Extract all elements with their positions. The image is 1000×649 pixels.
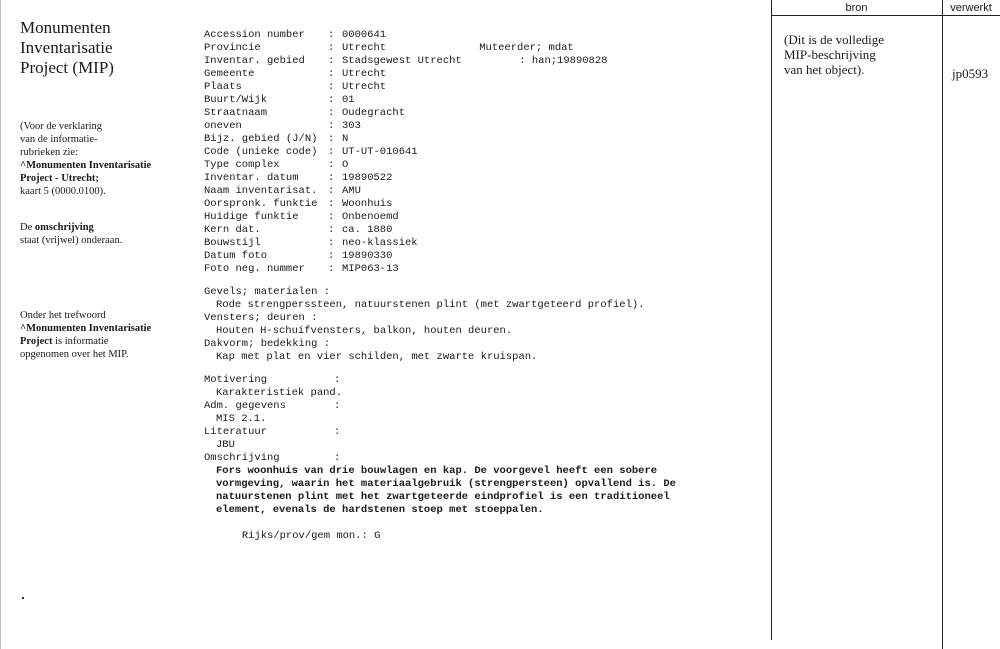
- section-colon: :: [334, 374, 341, 386]
- omschrijving-line: vormgeving, waarin het materiaalgebruik (strengpersteen) opvallend is. De: [216, 478, 676, 490]
- field-label: Inventar. gebied: [204, 55, 305, 67]
- note-line-bold: Project - Utrecht;: [20, 173, 99, 184]
- field-label: Provincie: [204, 42, 261, 54]
- field-sep: :: [328, 68, 335, 80]
- field-sep: :: [328, 55, 335, 67]
- field-row: [204, 211, 764, 224]
- section-label-gevels: Gevels; materialen :: [204, 286, 331, 298]
- note-trefwoord: [20, 309, 180, 361]
- field-label: Inventar. datum: [204, 172, 299, 184]
- bron-header: bron: [845, 2, 868, 14]
- note-line: Onder het trefwoord: [20, 310, 106, 321]
- field-row: [204, 198, 764, 211]
- field-sep: :: [328, 263, 335, 275]
- field-label: Plaats: [204, 81, 242, 93]
- section-text-dakvorm: Kap met plat en vier schilden, met zwarte kruispan.: [216, 351, 538, 363]
- field-value: O: [342, 159, 349, 171]
- field-value: MIP063-13: [342, 263, 399, 275]
- field-row: [204, 94, 764, 107]
- field-row: [204, 237, 764, 250]
- mutator-sep: :: [519, 55, 526, 67]
- note-line: van de informatie-: [20, 134, 98, 145]
- rijks-label: Rijks/prov/gem mon.:: [241, 530, 368, 542]
- speck-mark: [22, 597, 24, 599]
- sidebar: [20, 18, 180, 361]
- field-label: Kern dat.: [204, 224, 261, 236]
- section-label: Omschrijving: [204, 452, 280, 464]
- section-label: Adm. gegevens: [204, 400, 286, 412]
- field-row: [204, 185, 764, 198]
- note-text: De: [20, 222, 35, 233]
- field-label: Bijz. gebied (J/N): [204, 133, 318, 145]
- mutator-value: han;19890828: [531, 55, 608, 67]
- field-value: Woonhuis: [342, 198, 393, 210]
- field-row: [204, 120, 764, 133]
- mutator-line: [454, 29, 607, 81]
- note-line: staat (vrijwel) onderaan.: [20, 235, 123, 246]
- section-label: Motivering: [204, 374, 268, 386]
- field-sep: :: [328, 224, 335, 236]
- field-value: Oudegracht: [342, 107, 406, 119]
- field-label: oneven: [204, 120, 242, 132]
- section-label-motivering: [204, 374, 764, 387]
- bron-line: (Dit is de volledige: [784, 32, 885, 47]
- field-label: Naam inventarisat.: [204, 185, 318, 197]
- field-label: Bouwstijl: [204, 237, 261, 249]
- field-value: Onbenoemd: [342, 211, 399, 223]
- section-colon: :: [334, 426, 341, 438]
- section-text-vensters: Houten H-schuifvensters, balkon, houten deuren.: [216, 325, 513, 337]
- section-colon: :: [334, 400, 341, 412]
- verwerkt-value: jp0593: [952, 66, 989, 81]
- field-value: N: [342, 133, 349, 145]
- field-sep: :: [328, 146, 335, 158]
- section-colon: :: [334, 452, 341, 464]
- field-row: [204, 107, 764, 120]
- field-row: [204, 250, 764, 263]
- field-sep: :: [328, 107, 335, 119]
- field-row: [204, 172, 764, 185]
- field-label: Accession number: [204, 29, 305, 41]
- note-line: kaart 5 (0000.0100).: [20, 186, 106, 197]
- field-label: Buurt/Wijk: [204, 94, 268, 106]
- rijks-line: [204, 517, 764, 542]
- section-text-literatuur: JBU: [216, 439, 235, 451]
- field-sep: :: [328, 237, 335, 249]
- field-label: Gemeente: [204, 68, 255, 80]
- field-value: 19890522: [342, 172, 393, 184]
- field-sep: :: [328, 94, 335, 106]
- left-edge-line: [0, 0, 1, 649]
- field-value: 19890330: [342, 250, 393, 262]
- field-row: [204, 224, 764, 237]
- section-text-adm: MIS 2.1.: [216, 413, 267, 425]
- field-value: neo-klassiek: [342, 237, 418, 249]
- field-value: Stadsgewest Utrecht: [342, 55, 462, 67]
- column-divider-bron: [771, 0, 772, 640]
- field-value: Utrecht: [342, 81, 387, 93]
- record: [204, 29, 764, 542]
- field-sep: :: [328, 159, 335, 171]
- field-label: Huidige funktie: [204, 211, 299, 223]
- mip-title-line: Inventarisatie: [20, 38, 113, 57]
- field-value: 303: [342, 120, 361, 132]
- section-label-vensters: Vensters; deuren :: [204, 312, 318, 324]
- field-value: AMU: [342, 185, 361, 197]
- field-value: ca. 1880: [342, 224, 393, 236]
- section-label-adm: [204, 400, 764, 413]
- note-verklaring: [20, 120, 180, 198]
- field-sep: :: [328, 133, 335, 145]
- header-rule: [771, 15, 1000, 16]
- omschrijving-line: element, evenals de hardstenen stoep met stoeppalen.: [216, 504, 544, 516]
- field-label: Oorspronk. funktie: [204, 198, 318, 210]
- bron-text: [784, 32, 934, 77]
- field-label: Straatnaam: [204, 107, 268, 119]
- field-sep: :: [328, 42, 335, 54]
- field-sep: :: [328, 250, 335, 262]
- section-text-gevels: Rode strengperssteen, natuurstenen plint (met zwartgeteerd profiel).: [216, 299, 645, 311]
- field-sep: :: [328, 198, 335, 210]
- note-text-bold: omschrijving: [34, 222, 94, 233]
- spacer: [204, 364, 764, 374]
- field-sep: :: [328, 185, 335, 197]
- mip-title-line: Monumenten: [20, 18, 111, 37]
- field-sep: :: [328, 211, 335, 223]
- field-row: [204, 133, 764, 146]
- field-sep: :: [328, 172, 335, 184]
- field-row: [204, 263, 764, 276]
- field-label: Code (unieke code): [204, 146, 318, 158]
- mip-title-line: Project (MIP): [20, 58, 114, 77]
- note-text-bold: Project: [20, 336, 53, 347]
- bron-line: MIP-beschrijving: [784, 47, 876, 62]
- record-sections: [204, 286, 764, 542]
- note-text: is informatie: [52, 336, 109, 347]
- bron-line: van het object).: [784, 62, 865, 77]
- field-value: 0000641: [342, 29, 387, 41]
- note-omschrijving: [20, 221, 180, 247]
- field-sep: :: [328, 81, 335, 93]
- field-value: 01: [342, 94, 355, 106]
- note-line: rubrieken zie:: [20, 147, 79, 158]
- omschrijving-line: natuurstenen plint met het zwartgeteerde eindprofiel is een traditioneel: [216, 491, 670, 503]
- note-line: opgenomen over het MIP.: [20, 349, 129, 360]
- section-text-motivering: Karakteristiek pand.: [216, 387, 343, 399]
- field-value: UT-UT-010641: [342, 146, 418, 158]
- field-sep: :: [328, 29, 335, 41]
- column-divider-verwerkt: [942, 0, 943, 649]
- field-label: Foto neg. nummer: [204, 263, 305, 275]
- field-row: [204, 146, 764, 159]
- section-label-dakvorm: Dakvorm; bedekking :: [204, 338, 331, 350]
- note-line-bold: ^Monumenten Inventarisatie: [20, 160, 152, 171]
- field-row: [204, 159, 764, 172]
- field-value: Utrecht: [342, 68, 387, 80]
- field-sep: :: [328, 120, 335, 132]
- section-label-literatuur: [204, 426, 764, 439]
- mutator-label: Muteerder; mdat: [479, 42, 574, 54]
- section-label-omschrijving: [204, 452, 764, 465]
- note-line: (Voor de verklaring: [20, 121, 103, 132]
- field-label: Datum foto: [204, 250, 268, 262]
- mip-title: [20, 18, 180, 78]
- omschrijving-line: Fors woonhuis van drie bouwlagen en kap. De voorgevel heeft een sobere: [216, 465, 658, 477]
- field-value: Utrecht: [342, 42, 387, 54]
- verwerkt-header: verwerkt: [950, 2, 992, 14]
- rijks-value: G: [374, 530, 381, 542]
- note-line-bold: ^Monumenten Inventarisatie: [20, 323, 152, 334]
- field-row: [204, 81, 764, 94]
- section-label: Literatuur: [204, 426, 268, 438]
- field-label: Type complex: [204, 159, 280, 171]
